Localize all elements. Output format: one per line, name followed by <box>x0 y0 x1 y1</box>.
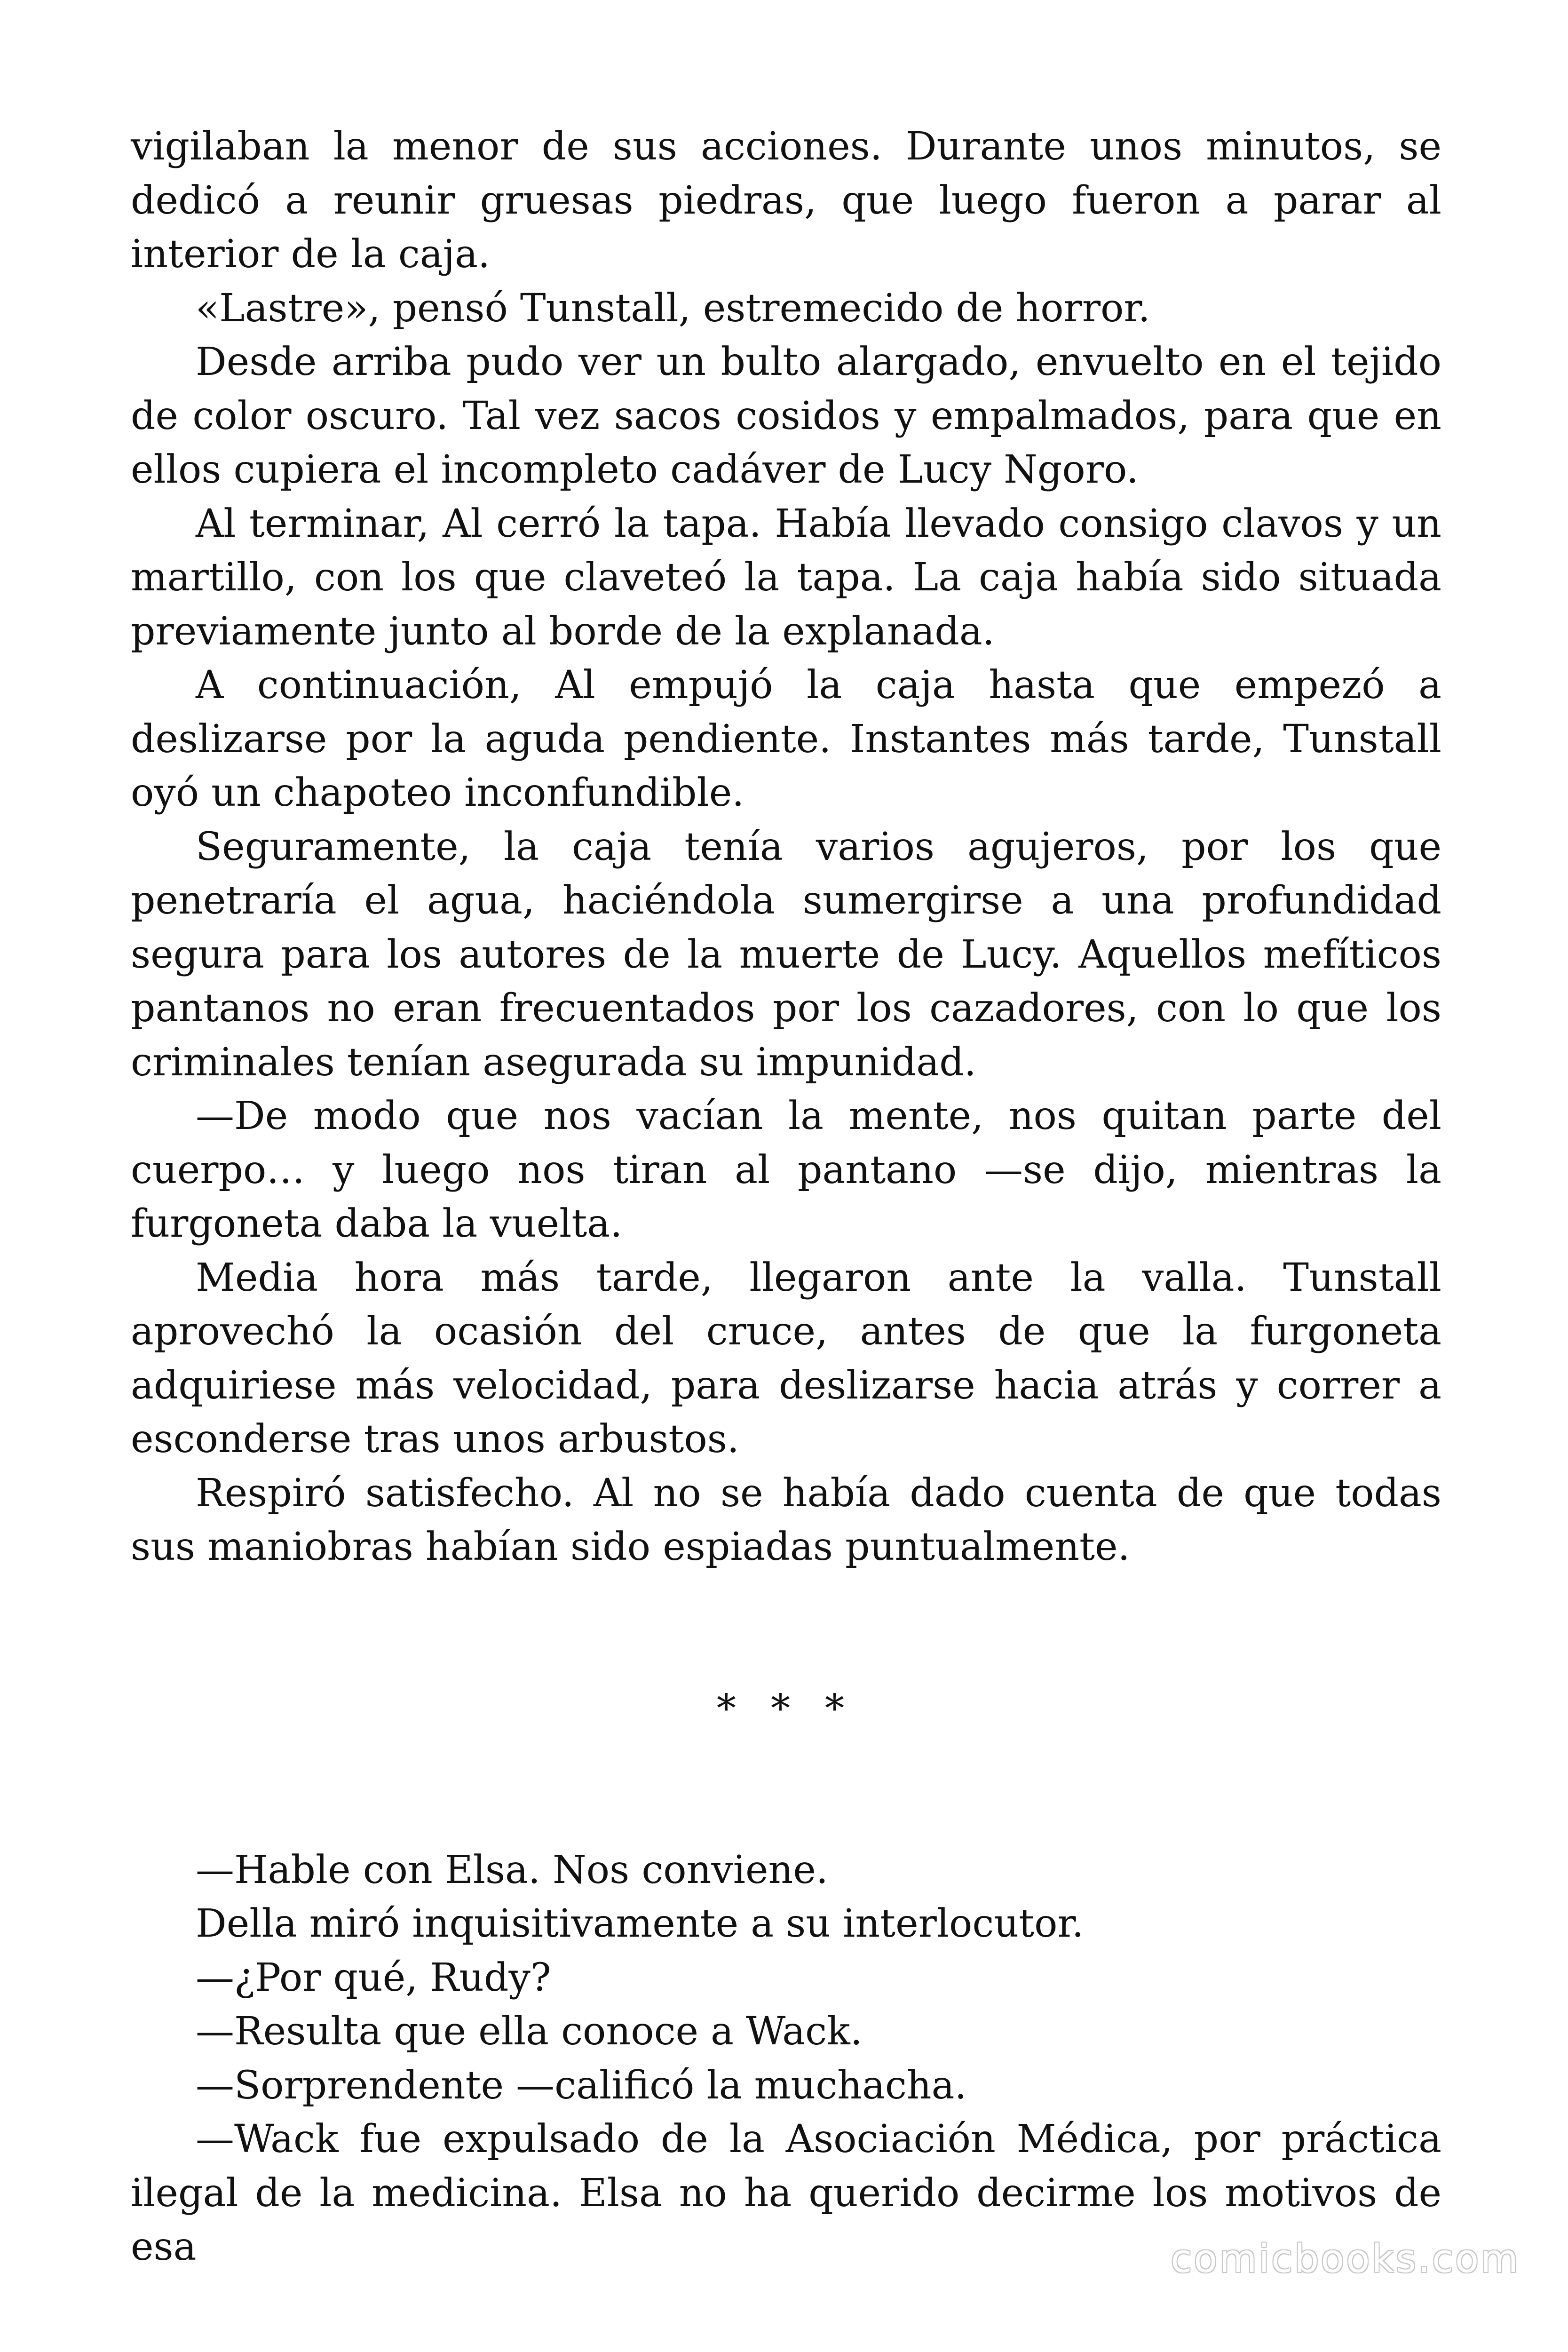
paragraph: —Hable con Elsa. Nos conviene. <box>196 1847 828 1892</box>
watermark: comicbooks.com <box>1171 2237 1520 2281</box>
paragraph: Media hora más tarde, llegaron ante la valla. Tunstall aprovechó la ocasión del cruce, antes de que la furgoneta adquiriese más velocidad, para deslizarse hacia atrás y correr a esconderse tras unos arbustos. <box>131 1255 1441 1462</box>
paragraph: —Sorprendente —calificó la muchacha. <box>196 2063 967 2108</box>
scene-break: * * * <box>716 1686 856 1731</box>
paragraph: «Lastre», pensó Tunstall, estremecido de horror. <box>196 286 1150 331</box>
paragraph: Seguramente, la caja tenía varios agujeros, por los que penetraría el agua, haciéndola sumergirse a una profundidad segura para los autores de la muerte de Lucy. Aquellos mefíticos pantanos no eran frecuentados por los cazadores, con lo que los criminales tenían asegurada su impunidad. <box>131 824 1441 1085</box>
paragraph: Desde arriba pudo ver un bulto alargado, envuelto en el tejido de color oscuro. Tal vez sacos cosidos y empalmados, para que en ellos cupiera el incompleto cadáver de Lucy Ngoro. <box>131 340 1441 492</box>
paragraph: Al terminar, Al cerró la tapa. Había llevado consigo clavos y un martillo, con los que claveteó la tapa. La caja había sido situada previamente junto al borde de la explanada. <box>131 501 1441 654</box>
paragraph: A continuación, Al empujó la caja hasta que empezó a deslizarse por la aguda pendiente. Instantes más tarde, Tunstall oyó un chapoteo inconfundible. <box>131 663 1441 815</box>
paragraph: Della miró inquisitivamente a su interlocutor. <box>196 1901 1084 1946</box>
paragraph: vigilaban la menor de sus acciones. Durante unos minutos, se dedicó a reunir gruesas piedras, que luego fueron a parar al interior de la caja. <box>131 124 1441 277</box>
paragraph: —Resulta que ella conoce a Wack. <box>196 2009 863 2054</box>
paragraph: —De modo que nos vacían la mente, nos quitan parte del cuerpo… y luego nos tiran al pantano —se dijo, mientras la furgoneta daba la vuelta. <box>131 1094 1441 1246</box>
paragraph: Respiró satisfecho. Al no se había dado cuenta de que todas sus maniobras habían sido espiadas puntualmente. <box>131 1470 1441 1569</box>
book-page <box>131 120 1441 2274</box>
paragraph: —Wack fue expulsado de la Asociación Médica, por práctica ilegal de la medicina. Elsa no ha querido decirme los motivos de esa <box>131 2117 1441 2269</box>
paragraph: —¿Por qué, Rudy? <box>196 1955 551 2000</box>
